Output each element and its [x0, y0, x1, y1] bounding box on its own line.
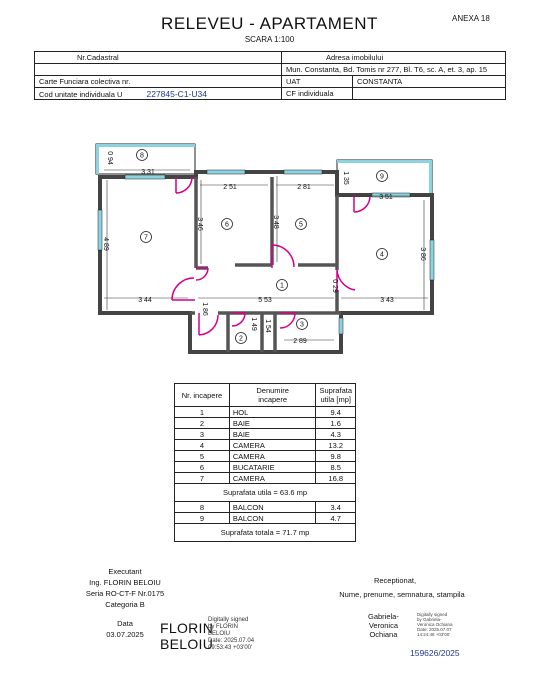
date-label: Data	[117, 619, 133, 628]
cf-collective-label: Carte Funciara colectiva nr.	[35, 76, 282, 88]
executant-label: Executant	[108, 567, 142, 576]
grand-total-area: Suprafata totala = 71.7 mp	[175, 524, 356, 542]
room-8-number: 8	[140, 152, 144, 160]
col-area-header: Suprafata utila [mp]	[316, 384, 356, 407]
receptionist-signature-name: Gabriela- Veronica Ochiana	[368, 612, 399, 639]
balcony-8-glazing	[96, 144, 195, 147]
address-value: Mun. Constanta, Bd. Tomis nr 277, Bl. T6, sc. A, et. 3, ap. 15	[282, 64, 506, 76]
page-title: RELEVEU - APARTAMENT	[161, 14, 378, 33]
col-nr-header: Nr. incapere	[175, 384, 230, 407]
dim-label: 0 94	[106, 151, 113, 165]
dim-label: 1 86	[201, 302, 208, 316]
executant-series: Seria RO-CT-F Nr.0175	[85, 589, 165, 598]
col-name-header: Denumire incapere	[229, 384, 316, 407]
dim-label: 1 35	[342, 171, 349, 185]
receptionist-fields: Nume, prenume, semnatura, stampila	[339, 590, 465, 599]
dim-label: 3 48	[272, 215, 279, 229]
cadastral-label: Nr.Cadastral	[35, 52, 282, 64]
table-row: 7 CAMERA 16.8	[175, 473, 356, 484]
table-row: 1 HOL 9.4	[175, 407, 356, 418]
dim-label: 3 44	[138, 297, 152, 304]
executant-digital-signature: Digitally signed by FLORIN BELOIU Date: 2025.07.04 09:53:43 +03'00'	[208, 617, 255, 651]
executant-category: Categoria B	[105, 600, 145, 609]
dim-label: 1 54	[264, 319, 271, 333]
dim-label: 4 89	[102, 237, 109, 251]
dim-label: 2 51	[223, 184, 237, 191]
room-6-number: 6	[225, 221, 229, 229]
uat-value: CONSTANTA	[353, 76, 506, 88]
dim-label: 2 81	[297, 184, 311, 191]
rooms-table	[174, 383, 356, 542]
dim-label: 3 31	[141, 169, 155, 176]
date-value: 03.07.2025	[106, 630, 144, 639]
dim-label: 3 46	[196, 217, 203, 231]
table-row: 3 BAIE 4.3	[175, 429, 356, 440]
table-row: 5 CAMERA 9.8	[175, 451, 356, 462]
balcony-9-top-glazing	[337, 160, 432, 163]
dim-label: 0 29	[331, 279, 338, 293]
cf-individual-label: CF individuala	[282, 88, 353, 100]
dim-label: 3 86	[419, 247, 426, 261]
registration-number: 159626/2025	[410, 648, 460, 658]
room-1-number: 1	[280, 282, 284, 290]
room-7-number: 7	[144, 234, 148, 242]
table-row: 9 BALCON 4.7	[175, 513, 356, 524]
receptionist-label: Receptionat,	[373, 576, 417, 585]
receptionist-digital-signature: Digitally signed by Gabriela- Veronica Ochiana Date: 2025.07.07 14:24:48 +03'00'	[417, 612, 453, 637]
room-3-number: 3	[300, 321, 304, 329]
dim-label: 5 53	[258, 297, 272, 304]
room-4-number: 4	[380, 251, 384, 259]
dim-label: 1 49	[250, 317, 257, 331]
address-label: Adresa imobilului	[282, 52, 506, 64]
table-row: 6 BUCATARIE 8.5	[175, 462, 356, 473]
dim-label: 2 89	[293, 338, 307, 345]
table-row: 2 BAIE 1.6	[175, 418, 356, 429]
table-row: 8 BALCON 3.4	[175, 502, 356, 513]
annex-label: ANEXA 18	[452, 14, 490, 23]
usable-area-total: Suprafata utila = 63.6 mp	[175, 484, 356, 502]
uat-label: UAT	[282, 76, 353, 88]
room-2-number: 2	[239, 335, 243, 343]
executant-signature-name: FLORIN BELOIU	[160, 620, 214, 652]
unit-code-label: Cod unitate individuala U	[39, 89, 123, 99]
room-9-number: 9	[380, 173, 384, 181]
dim-label: 3 43	[380, 297, 394, 304]
dim-label: 3 51	[379, 194, 393, 201]
room-5-number: 5	[299, 221, 303, 229]
balcony-8-side-glazing	[96, 144, 99, 174]
executant-name: Ing. FLORIN BELOIU	[89, 578, 161, 587]
table-row: 4 CAMERA 13.2	[175, 440, 356, 451]
balcony-9-glazing	[429, 160, 432, 197]
scale-label: SCARA 1:100	[244, 35, 295, 44]
unit-code-value: 227845-C1-U34	[146, 88, 207, 99]
